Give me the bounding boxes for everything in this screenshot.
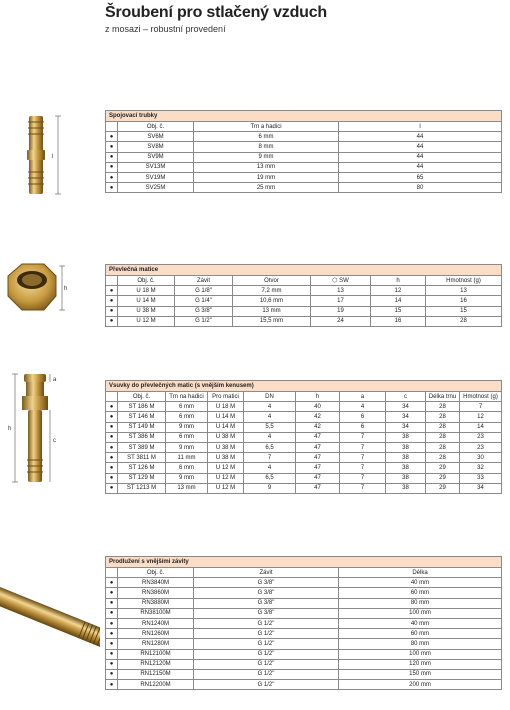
table-cell: 13 mm bbox=[194, 162, 339, 172]
column-header bbox=[106, 122, 118, 132]
union-nuts-table-wrap bbox=[105, 264, 502, 327]
table-cell: RN38100M bbox=[118, 608, 194, 618]
table-cell: 34 bbox=[386, 402, 426, 412]
table-cell: 60 mm bbox=[339, 629, 502, 639]
table-cell: 47 bbox=[296, 442, 340, 452]
table-cell: 9 mm bbox=[194, 152, 339, 162]
table-cell: ST 126 M bbox=[118, 463, 166, 473]
table-header-row bbox=[106, 568, 502, 578]
bullet: ● bbox=[106, 608, 118, 618]
table-cell: 13 bbox=[311, 286, 371, 296]
table-cell: ST 3811 M bbox=[118, 453, 166, 463]
table-cell: 7 bbox=[340, 463, 386, 473]
table-cell: G 1/2" bbox=[194, 680, 339, 690]
table-cell: RN12200M bbox=[118, 680, 194, 690]
column-header: h bbox=[296, 392, 340, 402]
table-cell: RN1260M bbox=[118, 629, 194, 639]
table-cell: 33 bbox=[460, 473, 502, 483]
table-cell: 6 bbox=[340, 422, 386, 432]
table-cell: G 1/2" bbox=[194, 659, 339, 669]
table-row bbox=[106, 659, 502, 669]
table-row bbox=[106, 463, 502, 473]
table-cell: 80 mm bbox=[339, 598, 502, 608]
union-nuts-table bbox=[105, 264, 502, 327]
nipple-h-label: h bbox=[8, 426, 12, 432]
table-cell: 6,5 bbox=[244, 473, 296, 483]
bullet: ● bbox=[106, 588, 118, 598]
bullet: ● bbox=[106, 463, 118, 473]
table-cell: 150 mm bbox=[339, 669, 502, 679]
table-cell: G 3/8" bbox=[194, 588, 339, 598]
table-cell: 47 bbox=[296, 483, 340, 493]
table-row bbox=[106, 422, 502, 432]
page-title: Šroubení pro stlačený vzduch bbox=[105, 4, 328, 21]
table-cell: U 14 M bbox=[208, 422, 244, 432]
table-row bbox=[106, 296, 502, 306]
table-cell: 6 mm bbox=[194, 132, 339, 142]
bullet: ● bbox=[106, 649, 118, 659]
table-cell: 17 bbox=[311, 296, 371, 306]
table-cell: RN1240M bbox=[118, 618, 194, 628]
table-cell: 14 bbox=[371, 296, 426, 306]
table-row bbox=[106, 598, 502, 608]
table-cell: G 3/8" bbox=[194, 598, 339, 608]
table-row bbox=[106, 618, 502, 628]
table-cell: 28 bbox=[426, 453, 460, 463]
table-cell: 47 bbox=[296, 463, 340, 473]
table-cell: 65 bbox=[339, 172, 502, 182]
table-cell: 8 mm bbox=[194, 142, 339, 152]
table-cell: 32 bbox=[460, 463, 502, 473]
table-cell: 13 bbox=[426, 286, 502, 296]
table-row bbox=[106, 412, 502, 422]
table-cell: 30 bbox=[460, 453, 502, 463]
table-cell: G 1/8" bbox=[175, 286, 233, 296]
column-header: Hmotnost (g) bbox=[460, 392, 502, 402]
table-cell: 16 bbox=[426, 296, 502, 306]
table-row bbox=[106, 669, 502, 679]
table-title: Vsuvky do převlečných matic (s vnějším kenusem) bbox=[106, 381, 502, 392]
table-cell: 24 bbox=[311, 316, 371, 326]
table-cell: 44 bbox=[339, 142, 502, 152]
table-cell: 7 bbox=[460, 402, 502, 412]
table-cell: ST 149 M bbox=[118, 422, 166, 432]
table-cell: 25 mm bbox=[194, 183, 339, 193]
column-header: Délka trnu bbox=[426, 392, 460, 402]
table-cell: 6 mm bbox=[166, 402, 208, 412]
table-cell: RN12120M bbox=[118, 659, 194, 669]
table-cell: ST 389 M bbox=[118, 442, 166, 452]
nut-h-label: h bbox=[64, 286, 68, 292]
table-cell: 9 bbox=[244, 483, 296, 493]
table-cell: 34 bbox=[386, 422, 426, 432]
table-row bbox=[106, 578, 502, 588]
table-cell: SV9M bbox=[118, 152, 194, 162]
table-cell: 47 bbox=[296, 453, 340, 463]
tube-l-label: l bbox=[52, 154, 54, 160]
bullet: ● bbox=[106, 316, 118, 326]
table-cell: 6 mm bbox=[166, 412, 208, 422]
bullet: ● bbox=[106, 453, 118, 463]
table-cell: U 12 M bbox=[208, 483, 244, 493]
extensions-table bbox=[105, 556, 502, 690]
connecting-tubes-table bbox=[105, 110, 502, 193]
bullet: ● bbox=[106, 669, 118, 679]
column-header: Obj. č. bbox=[118, 568, 194, 578]
bullet: ● bbox=[106, 483, 118, 493]
table-cell: 4 bbox=[244, 402, 296, 412]
table-cell: U 38 M bbox=[208, 442, 244, 452]
column-header: Závit bbox=[175, 276, 233, 286]
table-cell: 29 bbox=[426, 473, 460, 483]
table-row bbox=[106, 473, 502, 483]
table-cell: U 12 M bbox=[208, 473, 244, 483]
table-cell: U 12 M bbox=[208, 463, 244, 473]
page-subtitle: z mosazi – robustní provedení bbox=[105, 24, 226, 34]
table-cell: 44 bbox=[339, 152, 502, 162]
table-row bbox=[106, 316, 502, 326]
table-cell: 40 bbox=[296, 402, 340, 412]
table-cell: 4 bbox=[244, 412, 296, 422]
table-cell: 23 bbox=[460, 442, 502, 452]
table-row bbox=[106, 172, 502, 182]
table-row bbox=[106, 142, 502, 152]
table-cell: 6,5 bbox=[244, 442, 296, 452]
table-cell: U 18 M bbox=[208, 402, 244, 412]
bullet: ● bbox=[106, 402, 118, 412]
bullet: ● bbox=[106, 578, 118, 588]
table-cell: 38 bbox=[386, 442, 426, 452]
column-header: Obj. č. bbox=[118, 122, 194, 132]
table-cell: 19 mm bbox=[194, 172, 339, 182]
table-title: Převlečná matice bbox=[106, 265, 502, 276]
table-cell: RN3880M bbox=[118, 598, 194, 608]
table-cell: RN3860M bbox=[118, 588, 194, 598]
table-cell: RN12100M bbox=[118, 649, 194, 659]
extensions-table-wrap bbox=[105, 556, 502, 690]
table-cell: 9 mm bbox=[166, 422, 208, 432]
table-cell: 13 mm bbox=[166, 483, 208, 493]
column-header: Obj. č. bbox=[118, 392, 166, 402]
table-cell: 7 bbox=[340, 483, 386, 493]
table-cell: G 1/2" bbox=[194, 639, 339, 649]
table-cell: U 14 M bbox=[208, 412, 244, 422]
table-cell: 44 bbox=[339, 132, 502, 142]
bullet: ● bbox=[106, 162, 118, 172]
table-row bbox=[106, 588, 502, 598]
table-cell: SV8M bbox=[118, 142, 194, 152]
table-cell: 7 bbox=[340, 473, 386, 483]
table-cell: 38 bbox=[386, 453, 426, 463]
table-cell: 12 bbox=[460, 412, 502, 422]
table-cell: 80 bbox=[339, 183, 502, 193]
bullet: ● bbox=[106, 142, 118, 152]
extension-pipe-image bbox=[0, 578, 100, 658]
table-cell: RN12150M bbox=[118, 669, 194, 679]
table-cell: 4 bbox=[244, 432, 296, 442]
table-cell: 7 bbox=[340, 442, 386, 452]
table-cell: RN3840M bbox=[118, 578, 194, 588]
bullet: ● bbox=[106, 618, 118, 628]
bullet: ● bbox=[106, 629, 118, 639]
table-cell: ST 129 M bbox=[118, 473, 166, 483]
table-cell: ST 146 M bbox=[118, 412, 166, 422]
union-nut-image bbox=[0, 258, 75, 318]
table-cell: G 1/2" bbox=[175, 316, 233, 326]
bullet: ● bbox=[106, 680, 118, 690]
table-row bbox=[106, 183, 502, 193]
table-row bbox=[106, 483, 502, 493]
table-cell: 28 bbox=[426, 442, 460, 452]
table-cell: 100 mm bbox=[339, 649, 502, 659]
table-cell: 9 mm bbox=[166, 473, 208, 483]
column-header: Otvor bbox=[233, 276, 311, 286]
table-cell: 40 mm bbox=[339, 618, 502, 628]
table-cell: 7 bbox=[244, 453, 296, 463]
table-cell: 15,5 mm bbox=[233, 316, 311, 326]
connecting-tubes-table-wrap bbox=[105, 110, 502, 193]
table-cell: G 3/8" bbox=[175, 306, 233, 316]
bullet: ● bbox=[106, 296, 118, 306]
table-cell: 100 mm bbox=[339, 608, 502, 618]
bullet: ● bbox=[106, 442, 118, 452]
table-row bbox=[106, 306, 502, 316]
column-header bbox=[106, 276, 118, 286]
table-cell: 23 bbox=[460, 432, 502, 442]
table-cell: 7 bbox=[340, 432, 386, 442]
table-row bbox=[106, 649, 502, 659]
table-row bbox=[106, 432, 502, 442]
table-cell: 28 bbox=[426, 432, 460, 442]
bullet: ● bbox=[106, 306, 118, 316]
table-row bbox=[106, 442, 502, 452]
table-cell: G 1/2" bbox=[194, 669, 339, 679]
table-header-row bbox=[106, 276, 502, 286]
table-cell: 16 bbox=[371, 316, 426, 326]
table-title: Spojovací trubky bbox=[106, 111, 502, 122]
table-cell: 6 mm bbox=[166, 463, 208, 473]
table-row bbox=[106, 639, 502, 649]
table-cell: 9 mm bbox=[166, 442, 208, 452]
table-row bbox=[106, 162, 502, 172]
table-cell: 14 bbox=[460, 422, 502, 432]
table-cell: ST 1213 M bbox=[118, 483, 166, 493]
table-cell: 34 bbox=[460, 483, 502, 493]
nipples-table-wrap bbox=[105, 380, 502, 494]
table-cell: 28 bbox=[426, 412, 460, 422]
table-cell: 28 bbox=[426, 422, 460, 432]
table-cell: U 38 M bbox=[208, 453, 244, 463]
table-row bbox=[106, 132, 502, 142]
column-header bbox=[106, 568, 118, 578]
table-cell: 200 mm bbox=[339, 680, 502, 690]
bullet: ● bbox=[106, 639, 118, 649]
bullet: ● bbox=[106, 659, 118, 669]
table-cell: SV25M bbox=[118, 183, 194, 193]
table-cell: G 3/8" bbox=[194, 608, 339, 618]
table-cell: G 1/2" bbox=[194, 649, 339, 659]
nipple-a-label: a bbox=[53, 377, 57, 383]
table-cell: U 18 M bbox=[118, 286, 175, 296]
table-cell: 6 mm bbox=[166, 432, 208, 442]
column-header: DN bbox=[244, 392, 296, 402]
nipple-image bbox=[6, 370, 70, 490]
table-cell: 4 bbox=[340, 402, 386, 412]
table-cell: 7 bbox=[340, 453, 386, 463]
bullet: ● bbox=[106, 183, 118, 193]
bullet: ● bbox=[106, 598, 118, 608]
column-header: Hmotnost (g) bbox=[426, 276, 502, 286]
table-cell: 38 bbox=[386, 432, 426, 442]
table-cell: 38 bbox=[386, 483, 426, 493]
column-header: l bbox=[339, 122, 502, 132]
table-cell: RN1280M bbox=[118, 639, 194, 649]
table-cell: 5,5 bbox=[244, 422, 296, 432]
table-cell: 38 bbox=[386, 463, 426, 473]
table-cell: 40 mm bbox=[339, 578, 502, 588]
table-cell: G 1/2" bbox=[194, 629, 339, 639]
table-cell: 4 bbox=[244, 463, 296, 473]
table-row bbox=[106, 152, 502, 162]
bullet: ● bbox=[106, 152, 118, 162]
connecting-tube-image bbox=[18, 112, 68, 198]
table-row bbox=[106, 402, 502, 412]
table-cell: 19 bbox=[311, 306, 371, 316]
table-row bbox=[106, 453, 502, 463]
bullet: ● bbox=[106, 286, 118, 296]
table-cell: 80 mm bbox=[339, 639, 502, 649]
table-cell: 13 mm bbox=[233, 306, 311, 316]
table-cell: 29 bbox=[426, 483, 460, 493]
bullet: ● bbox=[106, 172, 118, 182]
table-cell: U 38 M bbox=[208, 432, 244, 442]
table-cell: 12 bbox=[371, 286, 426, 296]
column-header: a bbox=[340, 392, 386, 402]
table-row bbox=[106, 629, 502, 639]
table-header-row bbox=[106, 122, 502, 132]
table-cell: G 3/8" bbox=[194, 578, 339, 588]
table-cell: SV19M bbox=[118, 172, 194, 182]
column-header: Závit bbox=[194, 568, 339, 578]
table-cell: ST 186 M bbox=[118, 402, 166, 412]
table-row bbox=[106, 608, 502, 618]
column-header: Trn a hadici bbox=[194, 122, 339, 132]
table-cell: 28 bbox=[426, 402, 460, 412]
table-cell: U 12 M bbox=[118, 316, 175, 326]
bullet: ● bbox=[106, 132, 118, 142]
bullet: ● bbox=[106, 432, 118, 442]
table-header-row bbox=[106, 392, 502, 402]
table-cell: 120 mm bbox=[339, 659, 502, 669]
column-header: Obj. č. bbox=[118, 276, 175, 286]
table-cell: U 14 M bbox=[118, 296, 175, 306]
table-row bbox=[106, 286, 502, 296]
table-cell: ST 386 M bbox=[118, 432, 166, 442]
column-header bbox=[106, 392, 118, 402]
bullet: ● bbox=[106, 412, 118, 422]
column-header: Trn na hadici bbox=[166, 392, 208, 402]
table-cell: 47 bbox=[296, 473, 340, 483]
table-cell: SV6M bbox=[118, 132, 194, 142]
table-cell: 15 bbox=[371, 306, 426, 316]
bullet: ● bbox=[106, 422, 118, 432]
table-cell: G 1/4" bbox=[175, 296, 233, 306]
table-cell: 60 mm bbox=[339, 588, 502, 598]
column-header: ⬡ SW bbox=[311, 276, 371, 286]
table-cell: 6 bbox=[340, 412, 386, 422]
table-cell: 44 bbox=[339, 162, 502, 172]
column-header: c bbox=[386, 392, 426, 402]
table-cell: 42 bbox=[296, 422, 340, 432]
column-header: h bbox=[371, 276, 426, 286]
table-cell: SV13M bbox=[118, 162, 194, 172]
table-cell: 15 bbox=[426, 306, 502, 316]
nipples-table bbox=[105, 380, 502, 494]
table-cell: 29 bbox=[426, 463, 460, 473]
table-cell: G 1/2" bbox=[194, 618, 339, 628]
table-cell: U 38 M bbox=[118, 306, 175, 316]
table-cell: 38 bbox=[386, 473, 426, 483]
table-cell: 42 bbox=[296, 412, 340, 422]
table-cell: 10,6 mm bbox=[233, 296, 311, 306]
table-cell: 11 mm bbox=[166, 453, 208, 463]
table-title: Prodlužení s vnějšími závity bbox=[106, 557, 502, 568]
bullet: ● bbox=[106, 473, 118, 483]
table-cell: 7,2 mm bbox=[233, 286, 311, 296]
column-header: Pro matici bbox=[208, 392, 244, 402]
table-cell: 28 bbox=[426, 316, 502, 326]
table-cell: 34 bbox=[386, 412, 426, 422]
table-cell: 47 bbox=[296, 432, 340, 442]
nipple-c-label: c bbox=[53, 438, 56, 444]
table-row bbox=[106, 680, 502, 690]
column-header: Délka bbox=[339, 568, 502, 578]
